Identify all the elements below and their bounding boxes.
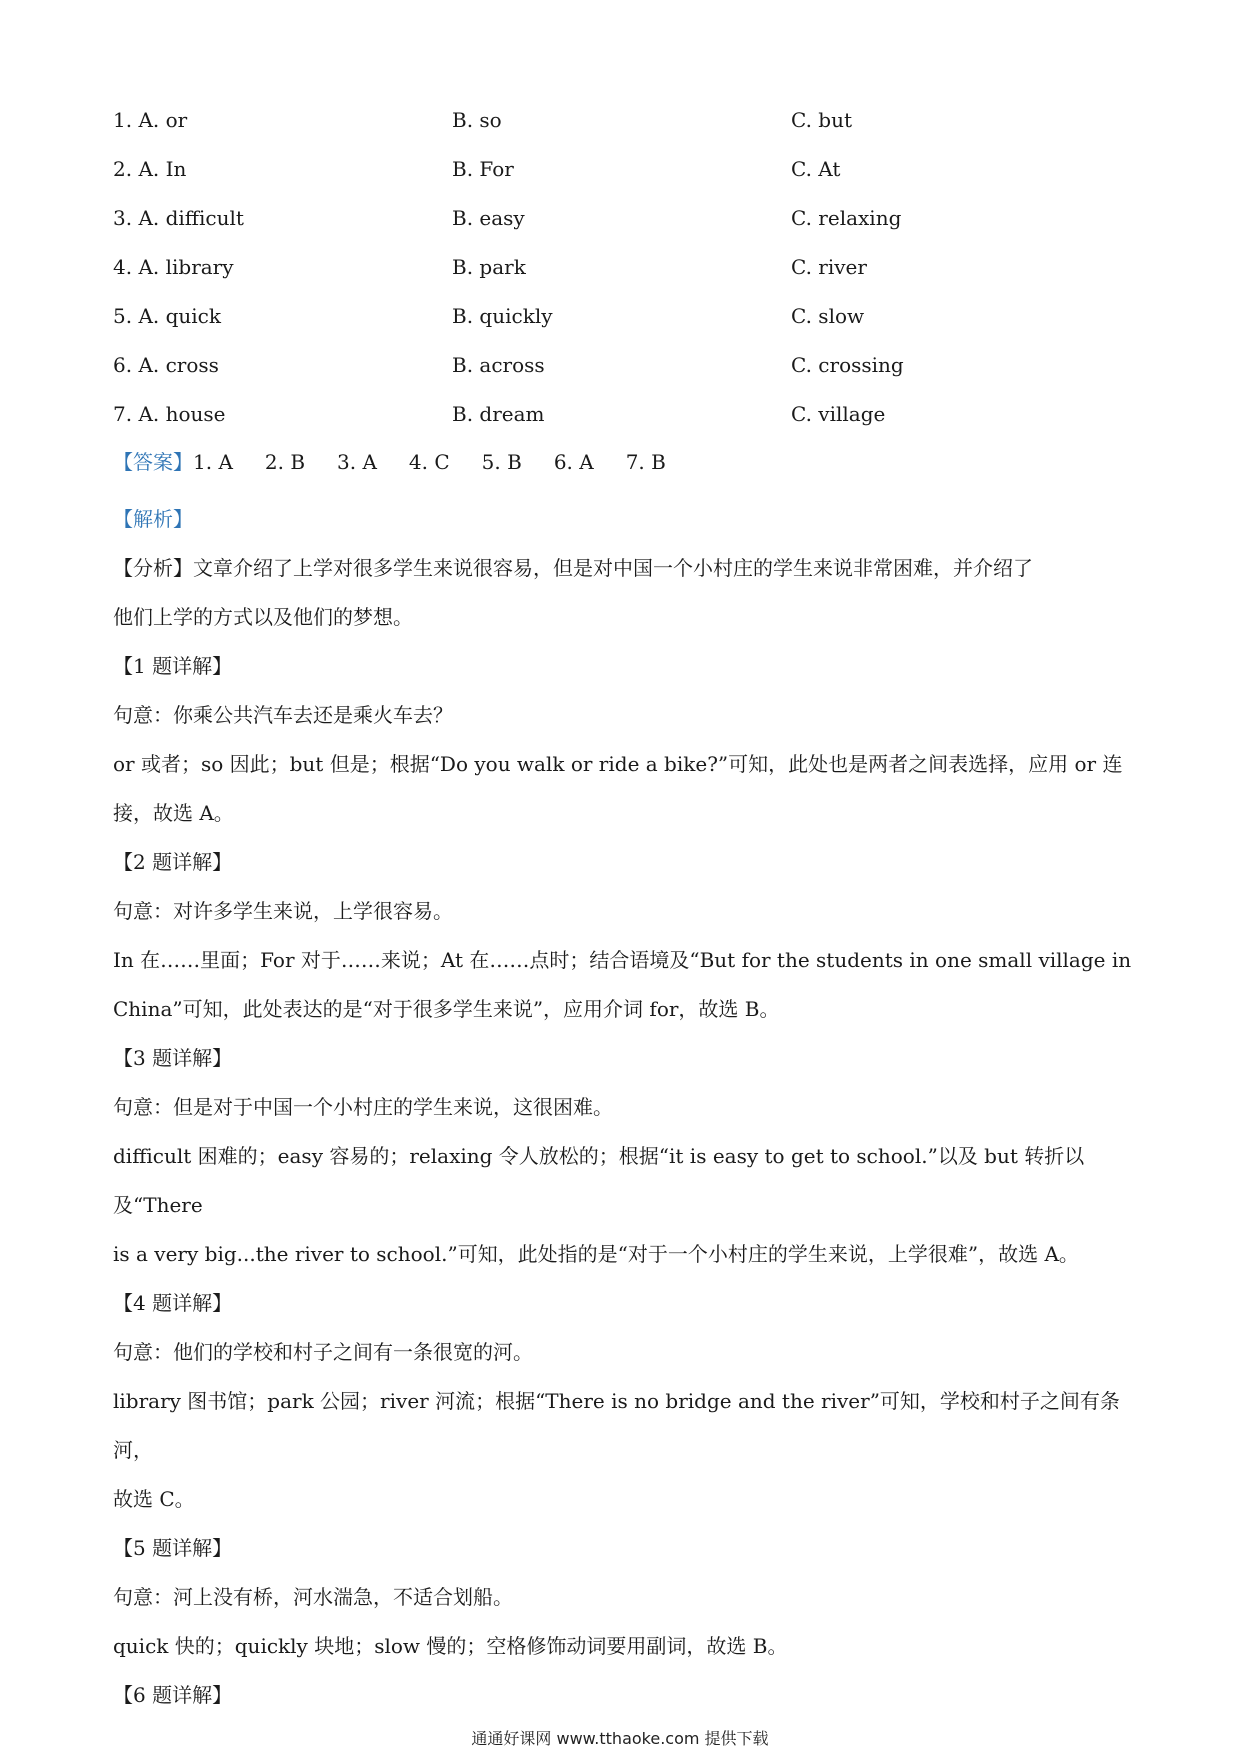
text-line: or 或者；so 因此；but 但是；根据“Do you walk or ride a bike?”可知，此处也是两者之间表选择，应用 or 连 [113, 752, 1123, 776]
answer-item: 2. B [264, 450, 306, 474]
option-row [113, 104, 1133, 153]
text-line: China”可知，此处表达的是“对于很多学生来说”，应用介词 for，故选 B。 [113, 997, 780, 1021]
option-a: 2. A. In [113, 157, 187, 181]
text-line: difficult 困难的；easy 容易的；relaxing 令人放松的；根据“it is easy to get to school.”以及 but 转折以及“There [113, 1144, 1085, 1217]
text-line: 句意：河上没有桥，河水湍急，不适合划船。 [113, 1585, 513, 1609]
answer-item: 5. B [481, 450, 522, 474]
option-c: C. but [791, 108, 853, 132]
option-c: C. slow [791, 304, 865, 328]
text-line: 故选 C。 [113, 1487, 195, 1511]
text-line: In 在……里面；For 对于……来说；At 在……点时；结合语境及“But for the students in one small village in [113, 948, 1132, 972]
section-heading: 【5 题详解】 [113, 1536, 233, 1560]
option-row [113, 153, 1133, 202]
page-footer: 通通好课网 www.tthaoke.com 提供下载 [471, 1729, 769, 1748]
option-a: 3. A. difficult [113, 206, 244, 230]
option-a: 6. A. cross [113, 353, 219, 377]
text-line: 句意：对许多学生来说，上学很容易。 [113, 899, 453, 923]
option-b: B. across [452, 353, 545, 377]
section-heading: 【4 题详解】 [113, 1291, 233, 1315]
option-c: C. relaxing [791, 206, 902, 230]
option-row [113, 300, 1133, 349]
option-b: B. so [452, 108, 502, 132]
answer-item: 3. A [337, 450, 377, 474]
option-b: B. park [452, 255, 526, 279]
section-heading: 【3 题详解】 [113, 1046, 233, 1070]
answer-item: 1. A [193, 450, 233, 474]
text-line: library 图书馆；park 公园；river 河流；根据“There is no bridge and the river”可知，学校和村子之间有条河， [113, 1389, 1120, 1462]
option-b: B. dream [452, 402, 545, 426]
section-heading: 【2 题详解】 [113, 850, 233, 874]
option-row [113, 251, 1133, 300]
option-b: B. easy [452, 206, 525, 230]
text-line: is a very big...the river to school.”可知，此处指的是“对于一个小村庄的学生来说，上学很难”，故选 A。 [113, 1242, 1079, 1266]
section-heading: 【6 题详解】 [113, 1683, 233, 1707]
option-a: 1. A. or [113, 108, 188, 132]
section-heading: 【1 题详解】 [113, 654, 233, 678]
text-line: 接，故选 A。 [113, 801, 234, 825]
answer-item: 6. A [553, 450, 594, 474]
option-c: C. river [791, 255, 867, 279]
option-b: B. quickly [452, 304, 553, 328]
answer-item: 7. B [625, 450, 666, 474]
option-row [113, 202, 1133, 251]
answer-line [113, 446, 698, 478]
answer-item: 4. C [408, 450, 450, 474]
answer-tag: 【答案】 [113, 450, 193, 474]
option-a: 5. A. quick [113, 304, 221, 328]
text-line: 【分析】文章介绍了上学对很多学生来说很容易，但是对中国一个小村庄的学生来说非常困难，并介绍了 [113, 556, 1033, 580]
text-line: 句意：你乘公共汽车去还是乘火车去？ [113, 703, 453, 727]
options-table [113, 104, 1133, 447]
text-line: 句意：但是对于中国一个小村庄的学生来说，这很困难。 [113, 1095, 613, 1119]
text-line: 他们上学的方式以及他们的梦想。 [113, 605, 413, 629]
option-c: C. At [791, 157, 841, 181]
explanation-body [113, 495, 1133, 1720]
option-a: 7. A. house [113, 402, 226, 426]
option-c: C. crossing [791, 353, 904, 377]
option-row [113, 349, 1133, 398]
option-a: 4. A. library [113, 255, 234, 279]
option-b: B. For [452, 157, 514, 181]
option-row [113, 398, 1133, 447]
option-c: C. village [791, 402, 886, 426]
text-line: 句意：他们的学校和村子之间有一条很宽的河。 [113, 1340, 533, 1364]
analysis-tag: 【解析】 [113, 507, 193, 531]
text-line: quick 快的；quickly 块地；slow 慢的；空格修饰动词要用副词，故选 B。 [113, 1634, 788, 1658]
